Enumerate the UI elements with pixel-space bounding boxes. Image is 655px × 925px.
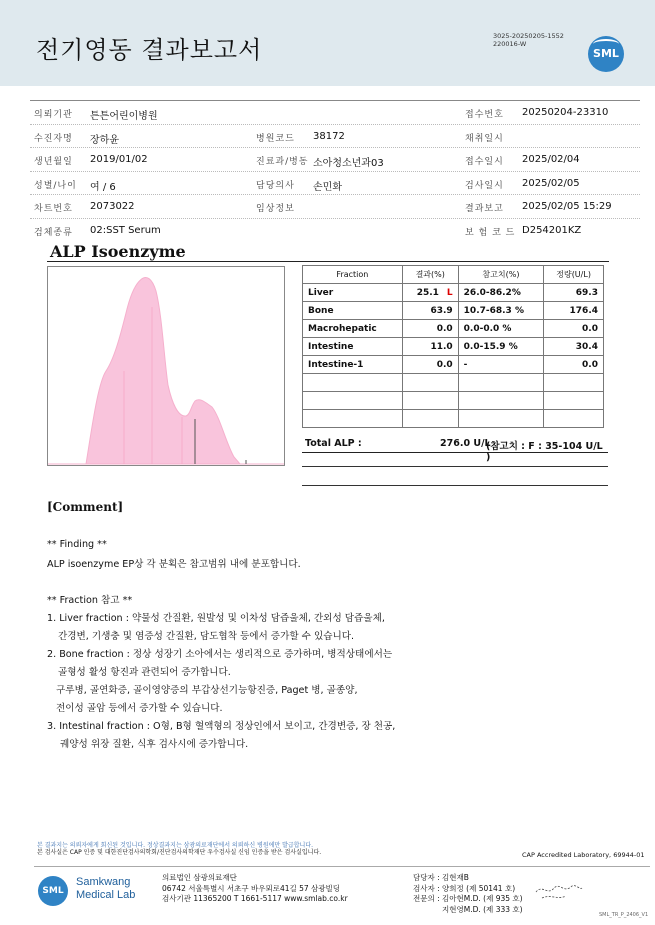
- cap-accreditation: CAP Accredited Laboratory, 69944-01: [522, 851, 645, 859]
- info-row: [30, 148, 640, 172]
- result-header-row: [303, 266, 604, 284]
- footer-divider: [34, 866, 650, 867]
- divider-line: [302, 466, 608, 467]
- col-quantity: 정량(U/L): [544, 266, 604, 284]
- patient-info-table: [30, 100, 640, 243]
- table-row: [303, 338, 604, 356]
- fraction-result: [402, 284, 458, 302]
- fraction-name: Macrohepatic: [303, 320, 403, 338]
- lab-name-line1: Samkwang: [76, 876, 131, 888]
- comment-line: 궤양성 위장 질환, 식후 검사시에 증가합니다.: [60, 739, 249, 750]
- fraction-quantity: 176.4: [544, 302, 604, 320]
- total-alp-reference: (참고치 : F : 35-104 U/L ): [486, 441, 603, 463]
- comment-line: 구루병, 골연화증, 골이영양증의 부갑상선기능항진증, Paget 병, 골종양,: [56, 685, 358, 696]
- fraction-result: 11.0: [402, 338, 458, 356]
- section-rule: [47, 261, 609, 262]
- hospital-code-label: 병원코드: [256, 133, 295, 144]
- doctor-label: 담당의사: [256, 180, 295, 191]
- fraction-name: Liver: [303, 284, 403, 302]
- requester-value: 튼튼어린이병원: [90, 111, 158, 122]
- staff-line: 지현영M.D. (제 333 호): [442, 904, 523, 914]
- staff-list: [413, 873, 523, 915]
- collect-date-label: 채취일시: [465, 133, 504, 144]
- electrophoresis-curve-svg: [48, 267, 284, 465]
- report-title: 전기영동 결과보고서: [36, 36, 263, 64]
- fraction-name: Bone: [303, 302, 403, 320]
- comment-heading: [Comment]: [47, 500, 124, 514]
- comment-line: 2. Bone fraction : 정상 성장기 소아에서는 생리적으로 증가하며, 병적상태에서는: [47, 649, 393, 660]
- birth-label: 생년월일: [34, 157, 73, 168]
- fraction-quantity: 0.0: [544, 356, 604, 374]
- table-row: [303, 302, 604, 320]
- comment-line: 3. Intestinal fraction : O형, B형 혈액형의 정상인에서 보이고, 간경변증, 장 천공,: [47, 721, 396, 732]
- fraction-reference: 0.0-15.9 %: [458, 338, 544, 356]
- fraction-reference: -: [458, 356, 544, 374]
- low-flag: L: [446, 287, 453, 298]
- fraction-quantity: 0.0: [544, 320, 604, 338]
- fraction-result: 0.0: [402, 356, 458, 374]
- doc-code-line2: 220016-W: [493, 40, 527, 48]
- empty-row: [303, 374, 604, 392]
- comment-line: 간경변, 기생충 및 염증성 간질환, 담도협착 등에서 증가할 수 있습니다.: [58, 631, 355, 642]
- test-date-value: 2025/02/05: [522, 177, 580, 189]
- fraction-result: 0.0: [402, 320, 458, 338]
- address-line: 06742 서울특별시 서초구 바우뫼로41길 57 삼광빌딩: [162, 883, 341, 893]
- requester-label: 의뢰기관: [34, 110, 73, 120]
- fraction-result: 63.9: [402, 302, 458, 320]
- fraction-quantity: 69.3: [544, 284, 604, 302]
- specimen-label: 검체종류: [34, 227, 73, 238]
- footer-note: 본 검사실은 CAP 인증 및 대한진단검사의학회/진단검사의학재단 우수검사실 신임 인증을 받은 검사실입니다.: [37, 849, 322, 856]
- result-table: [302, 265, 604, 428]
- sml-logo-text: SML: [593, 47, 619, 60]
- footer-note: 본 결과지는 의뢰자에게 회신된 것입니다. 정상결과지는 삼광의료재단에서 의뢰하신 병원에만 발급합니다.: [37, 842, 314, 849]
- table-row: [303, 356, 604, 374]
- dept-label: 진료과/병동: [256, 157, 309, 168]
- hospital-code-value: 38172: [313, 130, 345, 142]
- doc-code-line1: 3025-20250205-1552: [493, 32, 564, 40]
- comment-line: ALP isoenzyme EP상 각 분획은 참고범위 내에 분포합니다.: [47, 559, 301, 570]
- receipt-date-value: 2025/02/04: [522, 154, 580, 166]
- receipt-date-label: 접수일시: [465, 157, 504, 168]
- lab-name: [76, 876, 135, 902]
- clinical-label: 임상정보: [256, 204, 295, 215]
- address-line: 의료법인 삼광의료재단: [162, 873, 237, 882]
- comment-line: ** Finding **: [47, 539, 107, 550]
- col-result: 결과(%): [402, 266, 458, 284]
- total-alp-label: Total ALP :: [305, 438, 362, 449]
- report-date-value: 2025/02/05 15:29: [522, 201, 612, 213]
- lab-logo: SML: [38, 876, 68, 906]
- comment-line: 1. Liver fraction : 약물성 간질환, 원발성 및 이차성 담즙울체, 간외성 담즙울체,: [47, 613, 385, 624]
- receipt-no-label: 접수번호: [465, 110, 504, 120]
- info-row: [30, 172, 640, 196]
- sex-age-value: 여 / 6: [90, 181, 116, 193]
- electrophoresis-graph: [47, 266, 285, 466]
- info-row: [30, 195, 640, 219]
- comment-line: 골형성 활성 항진과 관련되어 증가합니다.: [58, 667, 231, 678]
- divider-line: [302, 485, 608, 486]
- empty-row: [303, 392, 604, 410]
- table-row: [303, 284, 604, 302]
- staff-line: 담당자 : 김현재B: [413, 873, 469, 882]
- result-value: 25.1: [416, 287, 439, 298]
- sex-age-label: 성별/나이: [34, 180, 77, 191]
- patient-label: 수진자명: [34, 133, 73, 144]
- fraction-quantity: 30.4: [544, 338, 604, 356]
- table-row: [303, 320, 604, 338]
- fraction-name: Intestine-1: [303, 356, 403, 374]
- fraction-reference: 26.0-86.2%: [458, 284, 544, 302]
- comment-line: 전이성 골암 등에서 증가할 수 있습니다.: [56, 703, 223, 714]
- document-code: [493, 32, 564, 48]
- signature-scribble: [532, 878, 584, 904]
- lab-name-line2: Medical Lab: [76, 889, 136, 901]
- receipt-no-value: 20250204-23310: [522, 107, 609, 118]
- fraction-reference: 0.0-0.0 %: [458, 320, 544, 338]
- fraction-reference: 10.7-68.3 %: [458, 302, 544, 320]
- empty-row: [303, 410, 604, 428]
- staff-line: 검사자 : 양희정 (제 50141 호): [413, 883, 516, 893]
- info-row: [30, 219, 640, 243]
- address-line: 검사기관 11365200 T 1661-5117 www.smlab.co.kr: [162, 894, 348, 903]
- dept-value: 소아청소년과03: [313, 158, 384, 170]
- electrophoresis-curve: [48, 278, 284, 464]
- col-fraction: Fraction: [303, 266, 403, 284]
- specimen-value: 02:SST Serum: [90, 224, 161, 236]
- insurance-label: 보 험 코 드: [465, 227, 516, 238]
- fraction-name: Intestine: [303, 338, 403, 356]
- total-alp: [302, 435, 608, 463]
- chart-no-label: 차트번호: [34, 204, 73, 215]
- section-title: ALP Isoenzyme: [50, 242, 186, 261]
- col-reference: 참고치(%): [458, 266, 544, 284]
- test-date-label: 검사일시: [465, 180, 504, 191]
- comment-line: ** Fraction 참고 **: [47, 595, 133, 606]
- birth-value: 2019/01/02: [90, 154, 148, 166]
- total-alp-value: 276.0 U/L: [440, 438, 491, 449]
- patient-value: 장하윤: [90, 134, 119, 146]
- info-row: [30, 125, 640, 149]
- insurance-value: D254201KZ: [522, 224, 582, 236]
- doctor-value: 손민화: [313, 181, 342, 193]
- chart-no-value: 2073022: [90, 201, 135, 213]
- lab-address: [162, 873, 348, 905]
- form-id: SML_TR_P_2406_V1: [599, 912, 649, 918]
- info-row: [30, 101, 640, 125]
- sml-logo: [588, 36, 624, 72]
- staff-line: 전문의 : 김아현M.D. (제 935 호): [413, 894, 523, 903]
- report-date-label: 결과보고: [465, 204, 504, 215]
- footer-notes: [37, 842, 321, 856]
